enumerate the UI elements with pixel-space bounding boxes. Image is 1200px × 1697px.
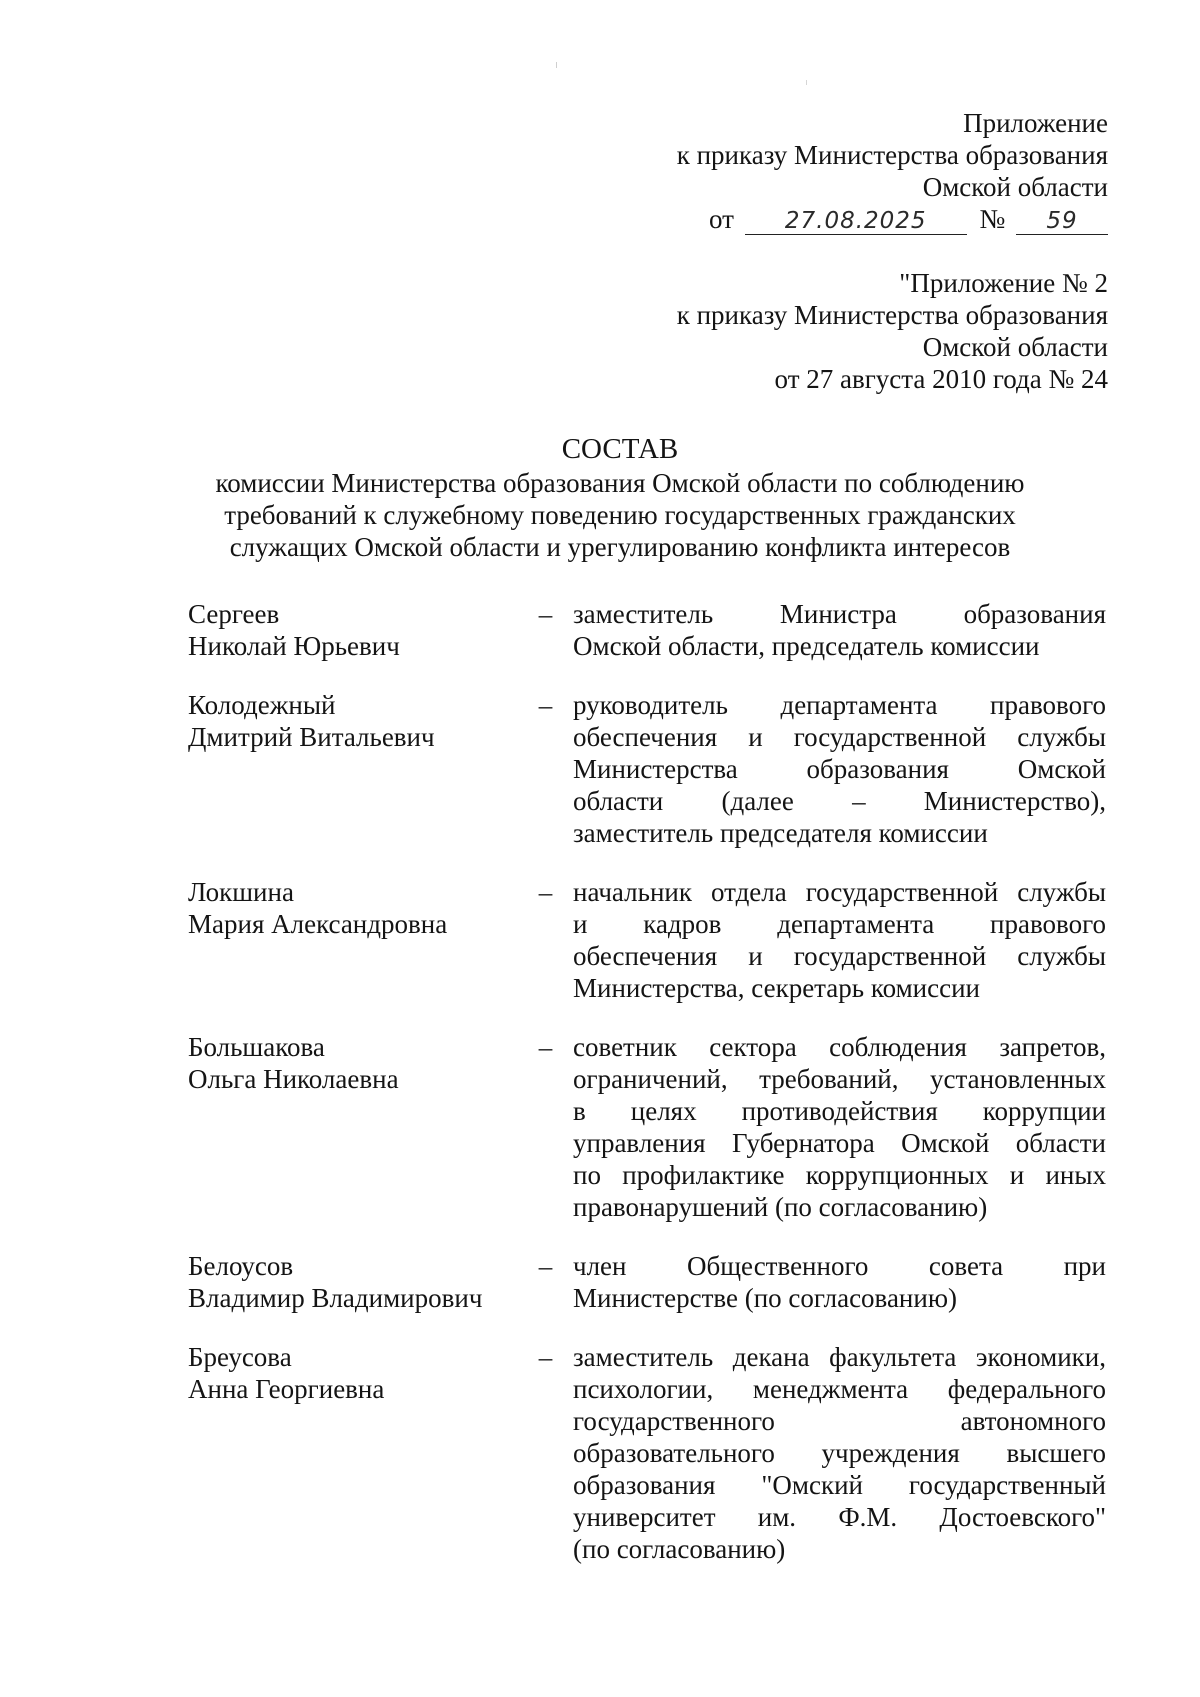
document-title (120, 432, 1120, 563)
member-role-line: Министерства, секретарь комиссии (573, 973, 980, 1003)
member-role-line: заместитель Министра образования (573, 599, 1106, 629)
member-name (188, 689, 518, 753)
member-given-name: Ольга Николаевна (188, 1064, 399, 1094)
appendix-label: Приложение (963, 108, 1108, 138)
member-row (188, 1341, 1108, 1565)
member-role-line: Омской области, председатель комиссии (573, 631, 1040, 661)
member-row (188, 598, 1108, 662)
member-role-line: начальник отдела государственной службы (573, 877, 1106, 907)
member-role-line: советник сектора соблюдения запретов, (573, 1032, 1106, 1062)
member-dash: – (538, 877, 553, 907)
member-row (188, 689, 1108, 849)
member-role-line: по профилактике коррупционных и иных (573, 1160, 1106, 1190)
member-dash: – (538, 1032, 553, 1062)
member-dash: – (538, 1251, 553, 1281)
member-role-line: государственного автономного (573, 1406, 1106, 1436)
member-row (188, 876, 1108, 1004)
member-role-line: Министерстве (по согласованию) (573, 1283, 957, 1313)
member-role-line: ограничений, требований, установленных (573, 1064, 1106, 1094)
appendix-header (677, 108, 1108, 236)
member-dash: – (538, 599, 553, 629)
appendix2-region: Омской области (922, 332, 1108, 362)
scan-artifact (556, 62, 557, 68)
member-role (573, 876, 1106, 1004)
scan-artifact (806, 80, 807, 85)
member-name (188, 1250, 518, 1314)
original-appendix-header (677, 268, 1108, 396)
member-role-line: университет им. Ф.М. Достоевского" (573, 1502, 1106, 1532)
member-role-line: образовательного учреждения высшего (573, 1438, 1106, 1468)
member-surname: Бреусова (188, 1342, 292, 1372)
member-role-line: Министерства образования Омской (573, 754, 1106, 784)
member-surname: Большакова (188, 1032, 325, 1062)
member-list (188, 598, 1108, 1565)
member-surname: Сергеев (188, 599, 280, 629)
appendix-order-ref: к приказу Министерства образования (676, 140, 1108, 170)
member-role (573, 689, 1106, 849)
title-line: служащих Омской области и урегулированию конфликта интересов (229, 532, 1011, 562)
member-role-line: член Общественного совета при (573, 1251, 1106, 1281)
appendix2-label: "Приложение № 2 (899, 268, 1108, 298)
date-prefix: от (709, 204, 734, 234)
member-role-line: заместитель декана факультета экономики, (573, 1342, 1106, 1372)
member-name (188, 1341, 518, 1405)
member-given-name: Николай Юрьевич (188, 631, 400, 661)
member-role-line: управления Губернатора Омской области (573, 1128, 1106, 1158)
member-role (573, 1031, 1106, 1223)
member-given-name: Владимир Владимирович (188, 1283, 483, 1313)
title-line: комиссии Министерства образования Омской области по соблюдению (215, 468, 1025, 498)
member-role-line: руководитель департамента правового (573, 690, 1106, 720)
member-role-line: правонарушений (по согласованию) (573, 1192, 988, 1222)
member-name (188, 1031, 518, 1095)
member-role-line: образования "Омский государственный (573, 1470, 1106, 1500)
member-name (188, 876, 518, 940)
title-line: требований к служебному поведению государственных гражданских (224, 500, 1016, 530)
member-row (188, 1250, 1108, 1314)
member-role-line: области (далее – Министерство), (573, 786, 1106, 816)
member-surname: Колодежный (188, 690, 336, 720)
member-row (188, 1031, 1108, 1223)
appendix-date-line (677, 204, 1108, 236)
handwritten-number: 59 (1016, 208, 1108, 235)
member-role (573, 598, 1106, 662)
number-sign: № (979, 204, 1006, 234)
member-role-line: заместитель председателя комиссии (573, 818, 988, 848)
member-dash: – (538, 690, 553, 720)
member-role-line: (по согласованию) (573, 1534, 786, 1564)
member-role (573, 1341, 1106, 1565)
member-role-line: обеспечения и государственной службы (573, 722, 1106, 752)
appendix2-date: от 27 августа 2010 года № 24 (774, 364, 1108, 394)
member-given-name: Мария Александровна (188, 909, 448, 939)
title-heading: СОСТАВ (561, 433, 679, 465)
member-name (188, 598, 518, 662)
member-given-name: Анна Георгиевна (188, 1374, 385, 1404)
member-role (573, 1250, 1106, 1314)
member-role-line: обеспечения и государственной службы (573, 941, 1106, 971)
member-given-name: Дмитрий Витальевич (188, 722, 435, 752)
appendix2-order-ref: к приказу Министерства образования (676, 300, 1108, 330)
member-surname: Локшина (188, 877, 294, 907)
member-surname: Белоусов (188, 1251, 294, 1281)
handwritten-date: 27.08.2025 (745, 208, 967, 235)
member-dash: – (538, 1342, 553, 1372)
member-role-line: и кадров департамента правового (573, 909, 1106, 939)
appendix-region: Омской области (922, 172, 1108, 202)
member-role-line: в целях противодействия коррупции (573, 1096, 1106, 1126)
member-role-line: психологии, менеджмента федерального (573, 1374, 1106, 1404)
